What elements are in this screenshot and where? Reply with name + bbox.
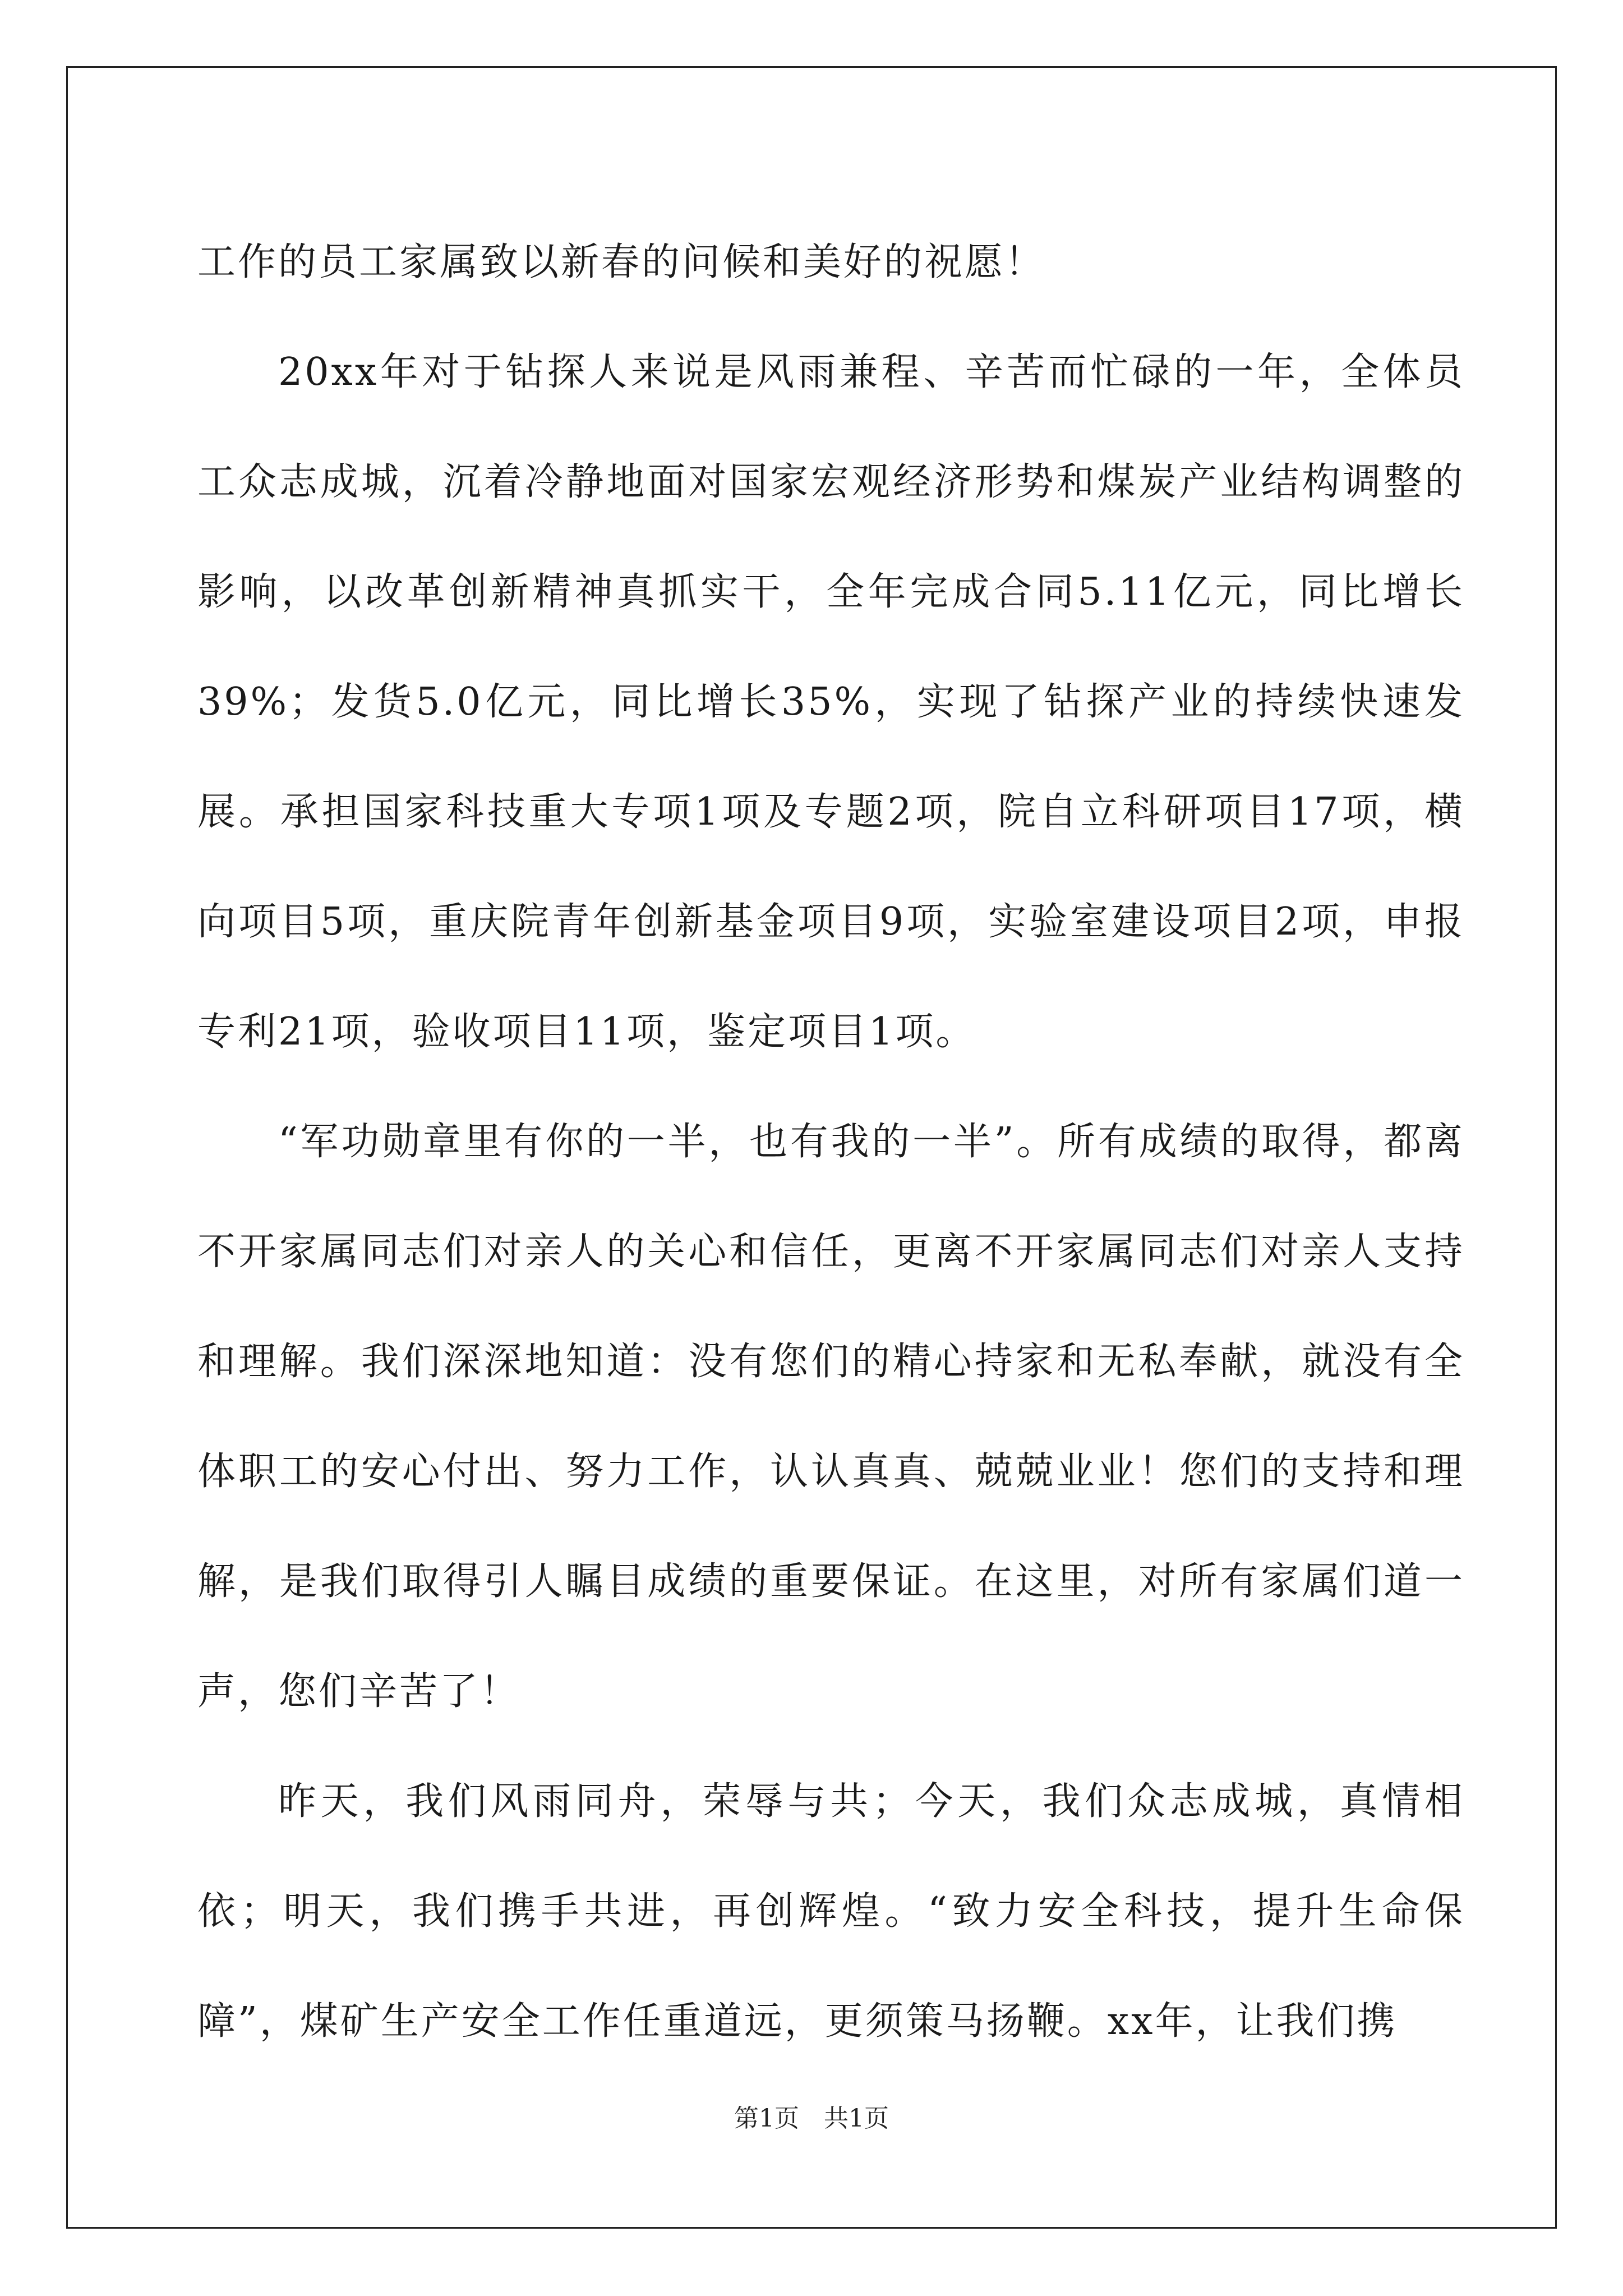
- paragraph-4: 昨天，我们风雨同舟，荣辱与共；今天，我们众志成城，真情相依；明天，我们携手共进，再创辉煌。“致力安全科技，提升生命保障”，煤矿生产安全工作任重道远，更须策马扬鞭。xx年，让我们携: [197, 1779, 1465, 2044]
- paragraph-3: “军功勋章里有你的一半，也有我的一半”。所有成绩的取得，都离不开家属同志们对亲人的关心和信任，更离不开家属同志们对亲人支持和理解。我们深深地知道：没有您们的精心持家和无私奉献，就没有全体职工的安心付出、努力工作，认认真真、兢兢业业！您们的支持和理解，是我们取得引人瞩目成绩的重要保证。在这里，对所有家属们道一声，您们辛苦了！: [197, 1120, 1465, 1714]
- page-number: 第1页: [734, 2104, 799, 2133]
- paragraph-2: 20xx年对于钻探人来说是风雨兼程、辛苦而忙碌的一年，全体员工众志成城，沉着冷静地面对国家宏观经济形势和煤炭产业结构调整的影响，以改革创新精神真抓实干，全年完成合同5.11亿元，同比增长39%；发货5.0亿元，同比增长35%，实现了钻探产业的持续快速发展。承担国家科技重大专项1项及专题2项，院自立科研项目17项，横向项目5项，重庆院青年创新基金项目9项，实验室建设项目2项，申报专利21项，验收项目11项，鉴定项目1项。: [197, 350, 1465, 1054]
- document-body: [197, 208, 1465, 2077]
- page-total: 共1页: [824, 2104, 889, 2133]
- paragraph-1: 工作的员工家属致以新春的问候和美好的祝愿！: [197, 240, 1046, 284]
- page-footer: [0, 2098, 1623, 2134]
